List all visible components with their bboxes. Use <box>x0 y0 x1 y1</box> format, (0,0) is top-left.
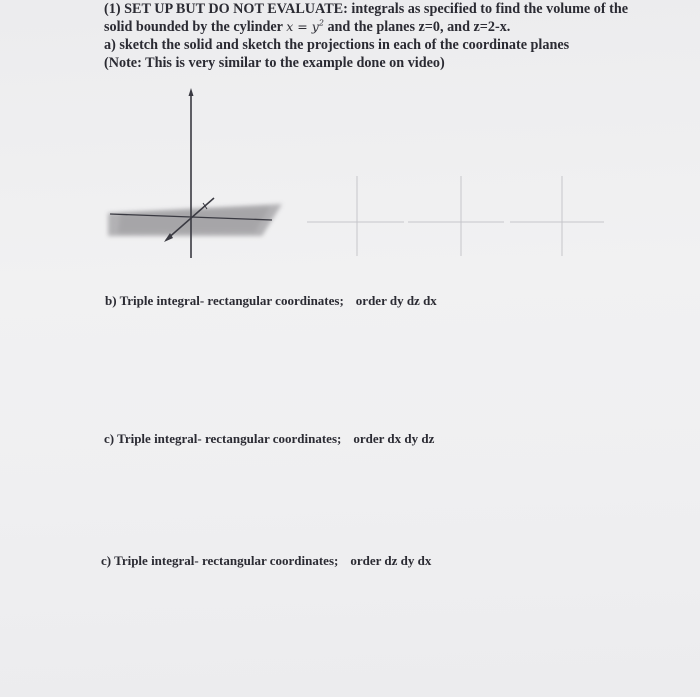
problem-line-2-pre: solid bounded by the cylinder <box>104 19 287 35</box>
problem-line-3: a) sketch the solid and sketch the projections in each of the coordinate planes <box>104 37 570 53</box>
problem-line-1: (1) SET UP BUT DO NOT EVALUATE: integrals as specified to find the volume of the <box>104 1 629 17</box>
projection-axes-2 <box>408 176 504 256</box>
question-b-order: order dy dz dx <box>355 293 437 308</box>
question-c-first <box>104 431 434 447</box>
cylinder-exponent: 2 <box>318 18 324 28</box>
projection-axes <box>307 176 604 256</box>
question-c-second-order: order dz dy dx <box>350 553 432 568</box>
projection-axes-3 <box>510 176 604 256</box>
question-c-first-order: order dx dy dz <box>353 431 435 446</box>
cylinder-equation: x = y <box>286 19 319 34</box>
question-c-second <box>101 553 431 569</box>
question-c-first-label: c) Triple integral- rectangular coordinates; <box>104 431 342 446</box>
question-c-second-label: c) Triple integral- rectangular coordinates; <box>101 553 339 568</box>
problem-line-2-post: and the planes z=0, and z=2-x. <box>323 19 511 35</box>
z-axis-arrow <box>189 88 194 96</box>
question-b-label: b) Triple integral- rectangular coordinates; <box>105 293 344 308</box>
projection-axes-1 <box>307 176 404 256</box>
problem-line-4: (Note: This is very similar to the example done on video) <box>104 55 445 71</box>
question-b <box>105 293 437 309</box>
